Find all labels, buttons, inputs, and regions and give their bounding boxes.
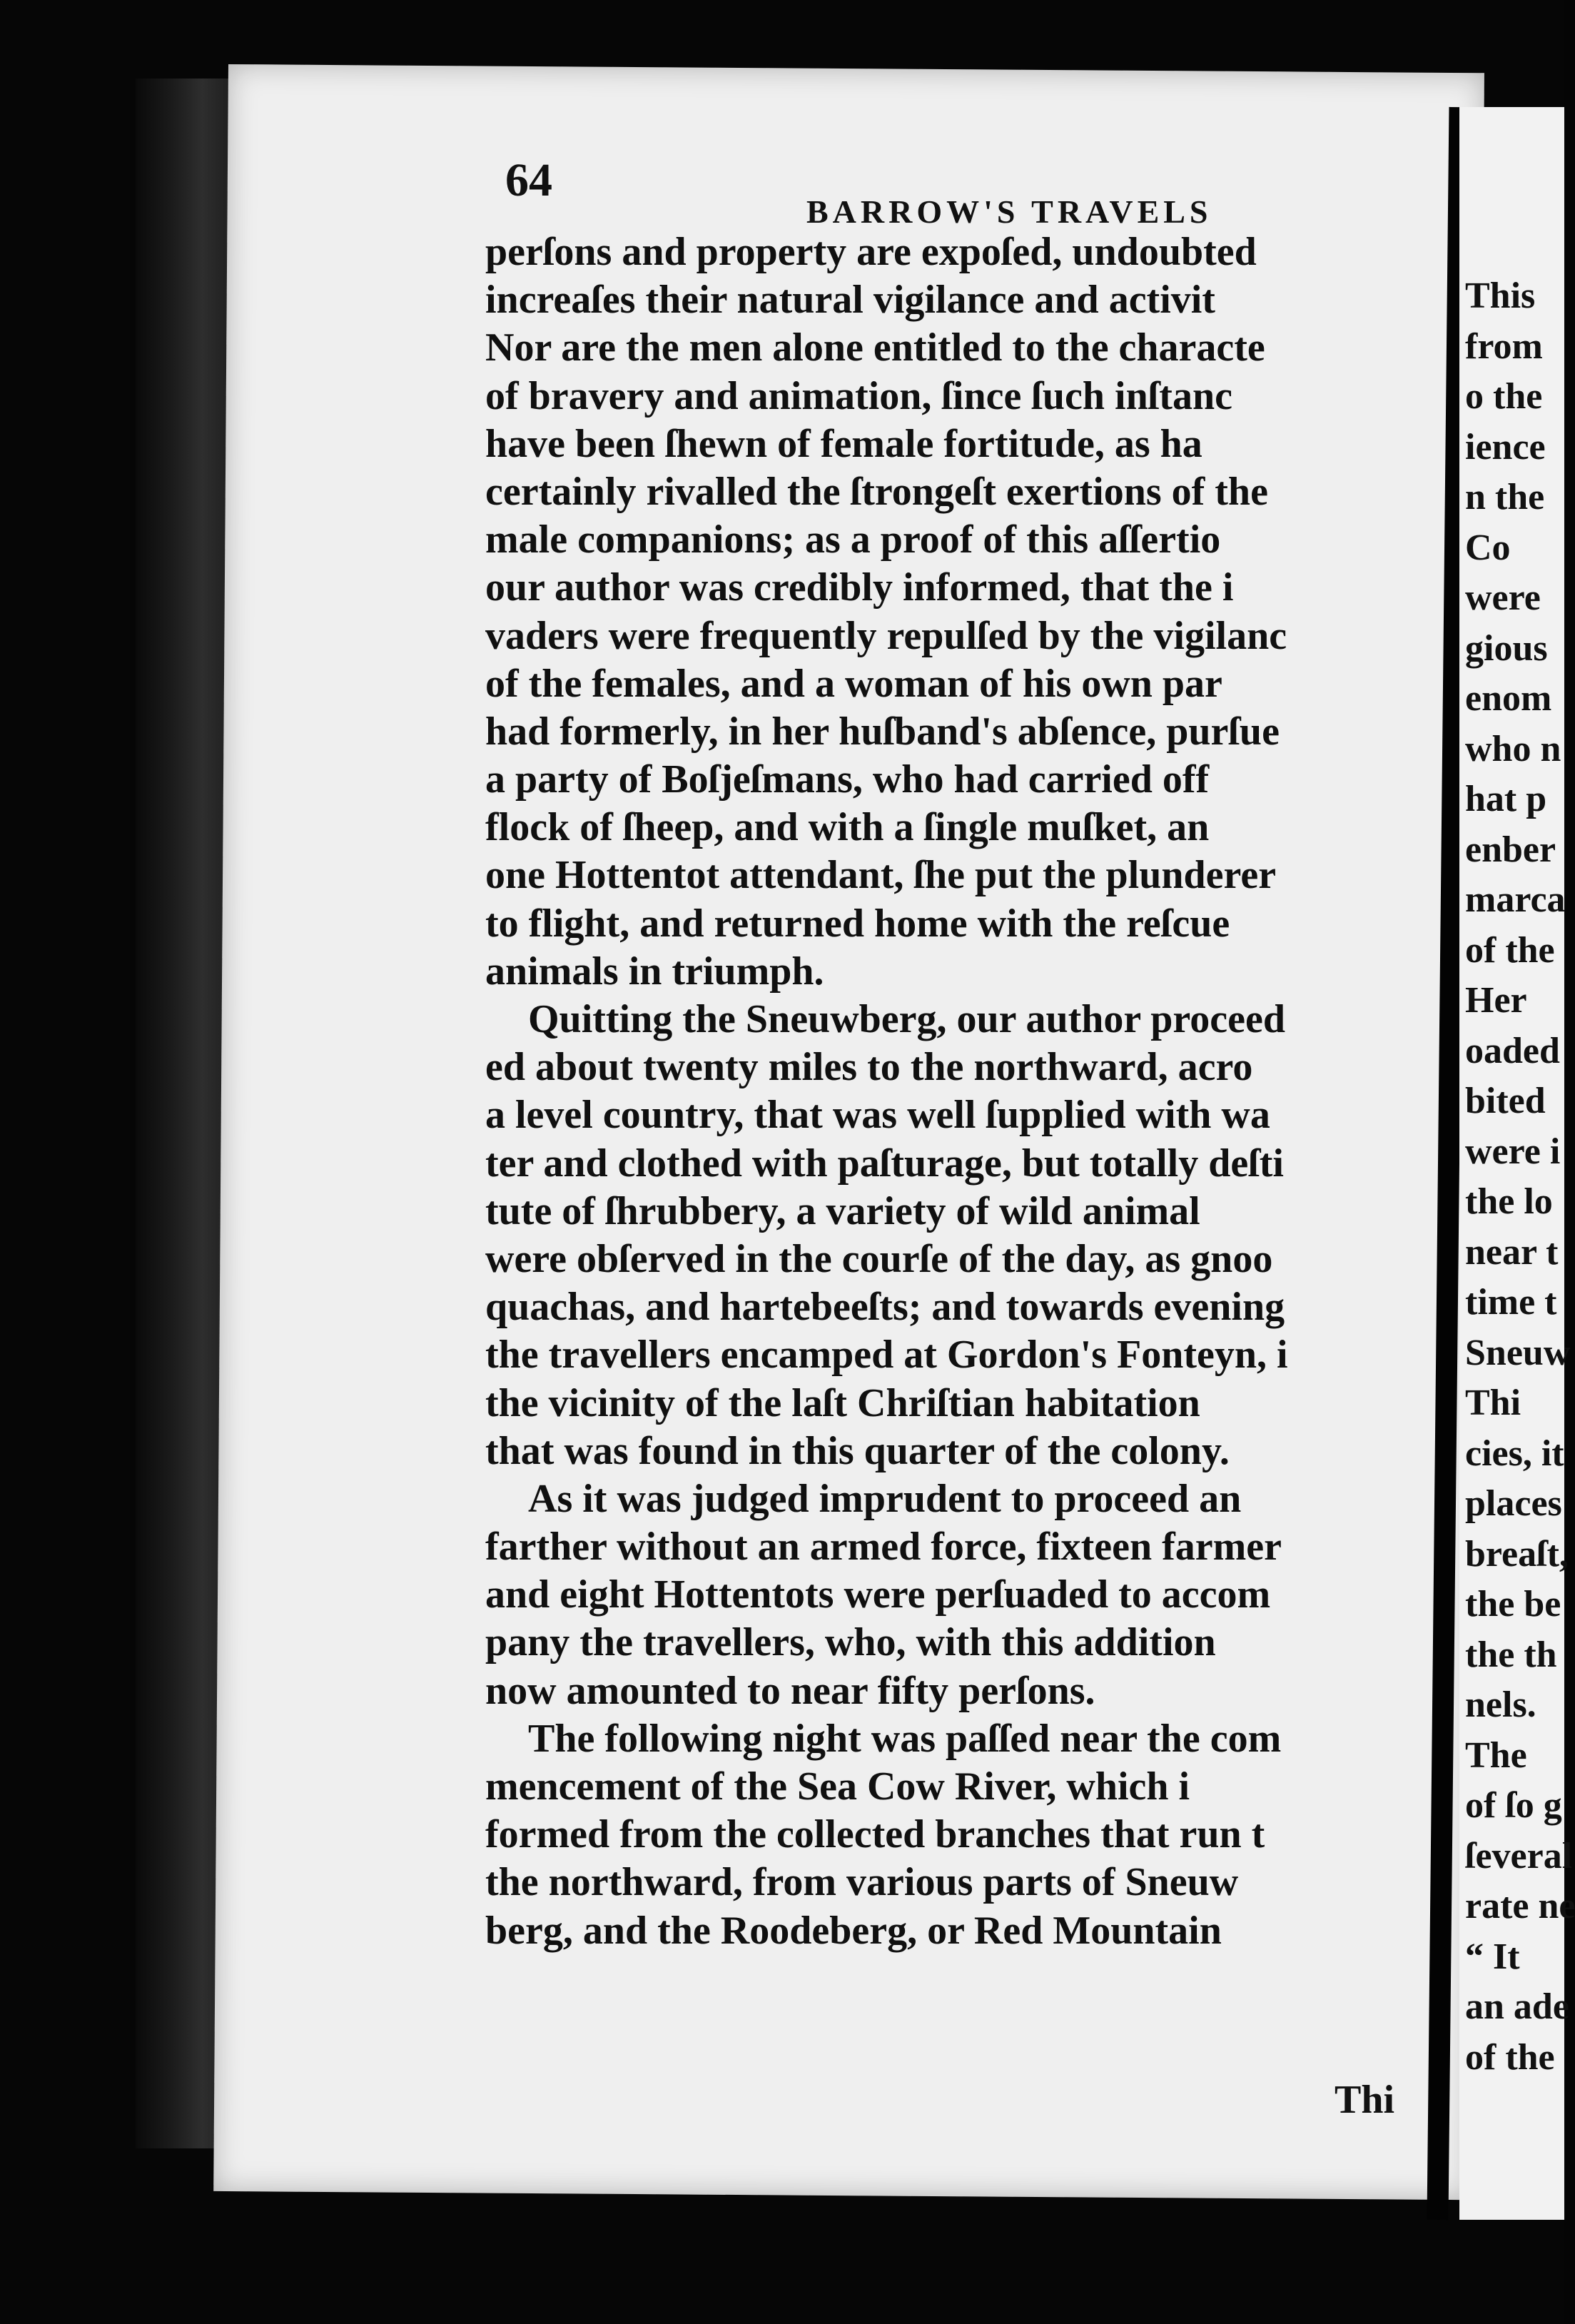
text-line: tute of ſhrubbery, a variety of wild animal [485, 1188, 1200, 1233]
facing-page-fragment: o the [1465, 376, 1543, 417]
text-line: mencement of the Sea Cow River, which i [485, 1764, 1190, 1809]
facing-page-fragment: This [1465, 276, 1536, 316]
text-line: that was found in this quarter of the colony. [485, 1428, 1230, 1473]
facing-page-fragment: gious [1465, 627, 1548, 669]
facing-page-fragment: time t [1465, 1282, 1557, 1323]
text-line: were obſerved in the courſe of the day, as gnoo [485, 1236, 1273, 1281]
text-line: flock of ſheep, and with a ſingle muſket, an [485, 805, 1210, 850]
facing-page-fragment: rate ne [1465, 1886, 1575, 1926]
text-line: Nor are the men alone entitled to the characte [485, 325, 1265, 370]
text-line: the travellers encamped at Gordon's Fonteyn, i [485, 1333, 1288, 1378]
text-line: our author was credibly informed, that the i [485, 565, 1234, 610]
text-line: quachas, and hartebeeſts; and towards evening [485, 1285, 1285, 1330]
facing-page-fragment: of the [1465, 929, 1555, 971]
facing-page-fragment: enber [1465, 829, 1556, 870]
facing-page-fragment: the be [1465, 1584, 1561, 1625]
facing-page-fragment: the lo [1465, 1181, 1553, 1222]
facing-page-fragment: were i [1465, 1131, 1561, 1172]
facing-page-fragment: marca [1465, 879, 1566, 920]
text-line: ed about twenty miles to the northward, acro [485, 1045, 1253, 1090]
text-line: The following night was paſſed near the com [528, 1716, 1282, 1761]
text-line: vaders were frequently repulſed by the vigilanc [485, 613, 1287, 658]
text-line: a party of Boſjeſmans, who had carried off [485, 757, 1210, 802]
facing-page-fragment: an ade [1465, 1986, 1569, 2027]
facing-page-fragment: bited [1465, 1081, 1546, 1121]
facing-page-fragment: hat p [1465, 779, 1547, 819]
text-line: now amounted to near fifty perſons. [485, 1668, 1095, 1713]
text-line: of the females, and a woman of his own par [485, 661, 1222, 706]
facing-page-fragment: enom [1465, 678, 1552, 719]
facing-page-fragment: Thi [1465, 1383, 1521, 1423]
facing-page-fragment: Her [1465, 980, 1527, 1021]
facing-page-fragment: cies, it [1465, 1433, 1564, 1474]
text-line: one Hottentot attendant, ſhe put the plunderer [485, 853, 1277, 898]
text-line: berg, and the Roodeberg, or Red Mountain [485, 1908, 1222, 1953]
text-line: perſons and property are expoſed, undoubted [485, 230, 1257, 274]
catchword: Thi [1335, 2078, 1395, 2122]
text-line: to flight, and returned home with the reſcue [485, 901, 1230, 946]
text-line: certainly rivalled the ſtrongeſt exertions of the [485, 469, 1268, 514]
text-line: formed from the collected branches that run t [485, 1812, 1265, 1857]
facing-page-fragment: breaſt, [1465, 1533, 1569, 1575]
text-line: had formerly, in her huſband's abſence, purſue [485, 709, 1280, 754]
facing-page-fragment: “ It [1465, 1936, 1520, 1977]
facing-page-fragment: who n [1465, 728, 1561, 769]
text-line: a level country, that was well ſupplied with wa [485, 1093, 1270, 1138]
text-line: farther without an armed force, fixteen farmer [485, 1525, 1282, 1570]
facing-page-fragment: of the [1465, 2036, 1555, 2078]
facing-page-fragment: places [1465, 1483, 1562, 1524]
facing-page-fragment: n the [1465, 477, 1545, 517]
facing-page-fragment: Co [1465, 527, 1511, 568]
facing-page-fragment: were [1465, 577, 1541, 618]
text-line: have been ſhewn of female fortitude, as ha [485, 421, 1202, 466]
text-line: animals in triumph. [485, 949, 824, 994]
facing-page-fragment: Sneuw [1465, 1332, 1571, 1373]
facing-page [1459, 107, 1575, 2220]
text-line: male companions; as a proof of this aſſertio [485, 517, 1221, 562]
text-line: pany the travellers, who, with this addition [485, 1620, 1216, 1665]
facing-page-fragment: of ſo g [1465, 1785, 1562, 1826]
facing-page-fragment: the th [1465, 1634, 1557, 1675]
text-line: increaſes their natural vigilance and activit [485, 278, 1215, 323]
text-line: of bravery and animation, ſince ſuch inſtanc [485, 373, 1232, 418]
body-text [485, 228, 1434, 1955]
text-line: As it was judged imprudent to proceed an [528, 1476, 1242, 1521]
page-number: 64 [505, 154, 552, 206]
facing-page-fragment: from [1465, 325, 1543, 367]
facing-page-fragment: near t [1465, 1231, 1559, 1273]
text-line: and eight Hottentots were perſuaded to accom [485, 1572, 1271, 1617]
text-line: the northward, from various parts of Sneuw [485, 1860, 1239, 1905]
facing-page-fragment: oaded [1465, 1030, 1560, 1071]
text-line: ter and clothed with paſturage, but totally deſti [485, 1141, 1284, 1186]
text-line: the vicinity of the laſt Chriſtian habitation [485, 1380, 1200, 1425]
facing-page-fragment: The [1465, 1734, 1527, 1776]
facing-page-fragment: ience [1465, 426, 1546, 468]
facing-page-fragment: nels. [1465, 1684, 1536, 1725]
facing-page-fragment: ſeveral [1465, 1835, 1573, 1876]
running-head: BARROW'S TRAVELS [806, 193, 1212, 230]
text-line: Quitting the Sneuwberg, our author proceed [528, 997, 1285, 1041]
